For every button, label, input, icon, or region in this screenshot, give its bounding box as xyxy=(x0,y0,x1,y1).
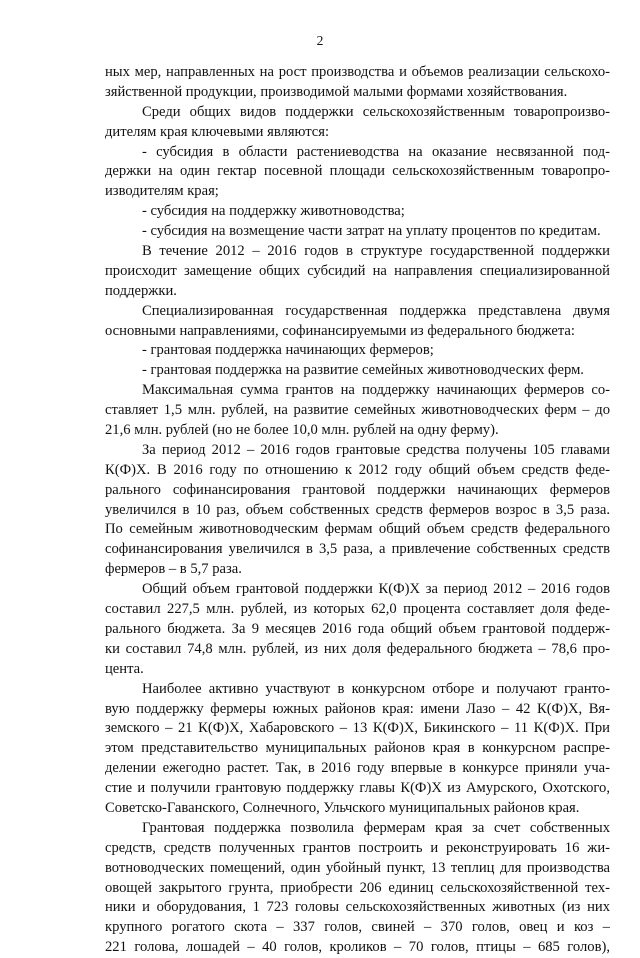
text-line: - субсидия в области растениеводства на оказание несвязанной под- xyxy=(142,143,610,160)
text-line: Советско-Гаванского, Солнечного, Ульчского муниципальных районов края. xyxy=(105,799,580,816)
page-number: 2 xyxy=(316,33,324,48)
paragraph xyxy=(105,143,610,203)
text-line: - грантовая поддержка начинающих фермеров; xyxy=(142,342,434,359)
text-line: Специализированная государственная поддержка представлена двумя xyxy=(142,302,610,319)
text-line: - субсидия на поддержку животноводства; xyxy=(142,203,405,220)
text-line: овощей закрытого грунта, приобрести 206 единиц сельскохозяйственной тех- xyxy=(105,879,610,896)
text-line: изводителям края; xyxy=(105,183,219,200)
text-line: рального бюджета. За 9 месяцев 2016 года общий объем грантовой поддерж- xyxy=(105,620,610,637)
paragraph xyxy=(105,819,610,958)
text-line: В течение 2012 – 2016 годов в структуре государственной поддержки xyxy=(142,243,610,260)
paragraph xyxy=(105,441,610,580)
text-line: За период 2012 – 2016 годов грантовые средства получены 105 главами xyxy=(142,441,610,458)
text-line: К(Ф)Х. В 2016 году по отношению к 2012 году общий объем средств феде- xyxy=(105,461,610,478)
text-line: крупного рогатого скота – 337 голов, свиней – 370 голов, овец и коз – xyxy=(105,919,610,936)
text-line: составил 227,5 млн. рублей, из которых 62,0 процента составляет доля феде- xyxy=(105,601,610,618)
text-line: вую поддержку фермеры южных районов края: имени Лазо – 42 К(Ф)Х, Вя- xyxy=(105,700,610,717)
text-line: происходит замещение общих субсидий на направления специализированной xyxy=(105,262,610,279)
text-line: стие и получили грантовую поддержку главы К(Ф)Х из Амурского, Охотского, xyxy=(105,780,610,797)
paragraph xyxy=(105,361,610,381)
text-line: дителям края ключевыми являются: xyxy=(105,123,330,140)
text-line: вотноводческих помещений, один убойный пункт, 13 теплиц для производства xyxy=(105,859,610,876)
paragraph xyxy=(105,103,610,143)
text-line: средств, средств полученных грантов построить и реконструировать 16 жи- xyxy=(105,839,610,856)
text-line: ставляет 1,5 млн. рублей, на развитие семейных животноводческих ферм – до xyxy=(105,402,610,419)
paragraph xyxy=(105,302,610,342)
text-line: ки составил 74,8 млн. рублей, из них доля федерального бюджета – 78,6 про- xyxy=(105,640,610,657)
text-line: - субсидия на возмещение части затрат на уплату процентов по кредитам. xyxy=(142,223,601,240)
text-line: 221 голова, лошадей – 40 голов, кроликов – 70 голов, птицы – 685 голов), xyxy=(105,939,610,956)
text-line: фермеров – в 5,7 раза. xyxy=(105,561,242,578)
text-line: поддержки. xyxy=(105,282,177,299)
text-line: ники и оборудования, 1 723 головы сельскохозяйственных животных (из них xyxy=(105,899,610,916)
body-text xyxy=(105,63,610,958)
paragraph xyxy=(105,341,610,361)
text-line: цента. xyxy=(105,660,144,677)
text-line: увеличился в 10 раз, объем собственных средств фермеров возрос в 3,5 раза. xyxy=(105,501,610,518)
text-line: По семейным животноводческим фермам общий объем средств федерального xyxy=(105,521,610,538)
text-line: Максимальная сумма грантов на поддержку начинающих фермеров со- xyxy=(142,382,610,399)
text-line: ных мер, направленных на рост производства и объемов реализации сельскохо- xyxy=(105,64,610,80)
text-line: зяйственной продукции, производимой малыми формами хозяйствования. xyxy=(105,83,568,100)
text-line: Грантовая поддержка позволила фермерам края за счет собственных xyxy=(142,819,610,836)
paragraph xyxy=(105,222,610,242)
paragraph xyxy=(105,580,610,679)
paragraph xyxy=(105,63,610,103)
text-line: 21,6 млн. рублей (но не более 10,0 млн. рублей на одну ферму). xyxy=(105,422,499,439)
text-line: - грантовая поддержка на развитие семейных животноводческих ферм. xyxy=(142,362,584,379)
paragraph xyxy=(105,381,610,441)
text-line: этом представительство муниципальных районов края в конкурсном распре- xyxy=(105,740,610,757)
text-line: Среди общих видов поддержки сельскохозяйственным товаропроизво- xyxy=(142,103,610,120)
paragraph xyxy=(105,242,610,302)
text-line: рального софинансирования грантовой поддержки начинающих фермеров xyxy=(105,481,610,498)
text-line: Общий объем грантовой поддержки К(Ф)Х за период 2012 – 2016 годов xyxy=(142,581,610,598)
text-line: софинансирования увеличился в 3,5 раза, а привлечение собственных средств xyxy=(105,541,610,558)
text-line: держки на один гектар посевной площади сельскохозяйственным товаропро- xyxy=(105,163,610,180)
paragraph xyxy=(105,680,610,819)
text-line: земского – 21 К(Ф)Х, Хабаровского – 13 К(Ф)Х, Бикинского – 11 К(Ф)Х. При xyxy=(105,720,610,737)
text-line: Наиболее активно участвуют в конкурсном отборе и получают гранто- xyxy=(142,680,610,697)
text-line: делении ежегодно растет. Так, в 2016 году впервые в конкурсе приняли уча- xyxy=(105,760,610,777)
text-line: основными направлениями, софинансируемыми из федерального бюджета: xyxy=(105,322,575,339)
paragraph xyxy=(105,202,610,222)
